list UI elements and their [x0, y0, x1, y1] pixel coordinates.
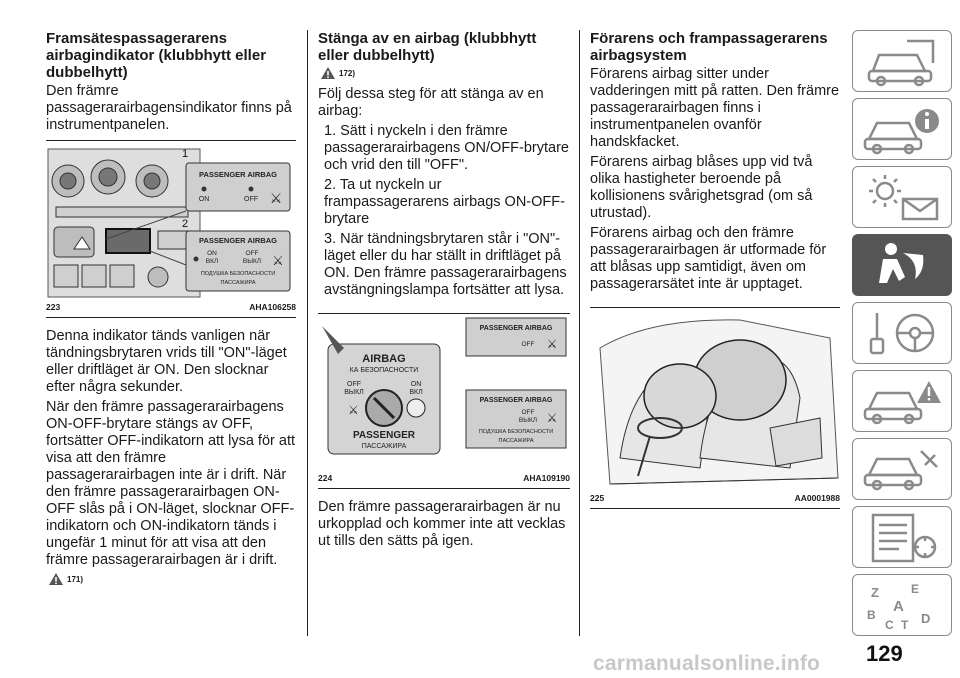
plate2-ru-line2: ПАССАЖИРА: [220, 280, 256, 286]
lights-mail-icon: [863, 173, 943, 223]
figure-number: 223: [46, 302, 61, 312]
column-deactivate: [318, 30, 570, 553]
index-letter-b: B: [867, 608, 876, 622]
plate-b-off-ru: ВЫКЛ: [518, 417, 538, 424]
sidebar-tab-dashboard[interactable]: [852, 30, 952, 92]
car-service-icon: [863, 445, 943, 495]
step-2: 2. Ta ut nyckeln ur frampassagerarens airbags ON-OFF-brytare: [324, 177, 565, 227]
index-letter-e: E: [911, 582, 920, 596]
paragraph-deactivated: Den främre passagerarairbagen är nu urkopplad och kommer inte att vecklas ut tills den sätts på igen.: [318, 499, 566, 549]
section-heading-airbag-system: Förarens och frampassagerarens airbagsystem: [590, 30, 828, 64]
plate-b-off: OFF: [521, 409, 535, 416]
index-letter-t: T: [901, 618, 909, 631]
figure-caption-224: [318, 473, 570, 485]
column-divider-1: [307, 30, 308, 636]
sidebar-tab-starting[interactable]: [852, 302, 952, 364]
switch-off: OFF: [347, 381, 361, 388]
index-letter-d: D: [921, 611, 931, 626]
column-indicator: [46, 30, 296, 592]
sidebar-tab-index[interactable]: [852, 574, 952, 636]
sidebar-tab-car-info[interactable]: [852, 98, 952, 160]
site-watermark: carmanualsonline.info: [593, 652, 821, 675]
plate2-ru-line1: ПОДУШКА БЕЗОПАСНОСТИ: [200, 271, 276, 277]
warning-triangle-icon: [48, 572, 64, 586]
plate-b-title: PASSENGER AIRBAG: [479, 397, 553, 404]
figure-code: AHA106258: [249, 302, 296, 312]
dashboard-car-icon: [863, 37, 943, 87]
plate2-off-ru: ВЫКЛ: [242, 258, 262, 265]
column-airbag-system: [590, 30, 840, 519]
switch-passenger-ru: ПАССАЖИРА: [361, 443, 407, 450]
plate-a-off: OFF: [521, 341, 535, 348]
plate2-on: ON: [207, 250, 217, 257]
plate-a-title: PASSENGER AIRBAG: [479, 325, 553, 332]
plate2-off: OFF: [245, 250, 259, 257]
seat-airbag-off-icon-2: ⚔: [546, 337, 558, 351]
specifications-list-icon: [863, 513, 943, 563]
callout-1: 1: [182, 148, 189, 160]
plate2-title: PASSENGER AIRBAG: [199, 236, 277, 245]
warning-reference-171: [48, 572, 296, 586]
inflated-airbags-illustration: [590, 308, 840, 508]
seat-airbag-off-icon: ⚔: [348, 403, 359, 417]
switch-airbag: AIRBAG: [362, 353, 406, 365]
car-warning-icon: [863, 377, 943, 427]
plate1-title: PASSENGER AIRBAG: [199, 170, 277, 179]
warning-triangle-icon: [320, 66, 336, 80]
sidebar-tab-safety[interactable]: [852, 234, 952, 296]
seat-airbag-off-icon-3: ⚔: [546, 411, 558, 425]
figure-caption-225: [590, 493, 840, 505]
seat-airbag-off-icon: ⚔: [269, 190, 283, 206]
airbag-switch-illustration: [318, 314, 570, 488]
switch-on: ON: [410, 381, 422, 388]
sidebar-tab-emergency[interactable]: [852, 370, 952, 432]
page-number: 129: [866, 641, 903, 666]
section-heading-indicator: Framsätespassagerarens airbagindikator (klubbhytt eller dubbelhytt): [46, 30, 267, 81]
step-1: 1. Sätt i nyckeln i den främre passagerarairbagens ON/OFF-brytare och vrid den till "OFF".: [324, 123, 569, 173]
sidebar-tab-lights[interactable]: [852, 166, 952, 228]
figure-caption-223: [46, 302, 296, 314]
plate2-on-ru: ВКЛ: [205, 258, 219, 265]
figure-225: [590, 307, 840, 509]
index-letter-z: Z: [871, 585, 879, 600]
paragraph-system-3: Förarens airbag och den främre passagerarairbagen är utformade för att blåsas upp samtidigt, även om passagerarsätet inte är upptaget.: [590, 225, 827, 292]
plate1-on: ON: [198, 196, 210, 203]
paragraph-indicator-2: När den främre passagerarairbagens ON-OFF-brytare stängs av OFF, fortsätter OFF-indikatorn att lysa för att visa att den främre passagerarairbagen inte är i drift. När den främre passagerarairbagen ON-OFF slås på i ON-läget, slocknar OFF-indikatorn och ON-indikatorn tänds i ungefär 1 minut för att visa att den främre passagerarairbagen är i drift.: [46, 399, 295, 568]
seat-airbag-off-icon-2: ⚔: [272, 253, 284, 268]
figure-code: AA0001988: [794, 493, 840, 503]
key-steering-icon: [863, 309, 943, 359]
index-letter-c: C: [885, 618, 894, 631]
sidebar-tab-service[interactable]: [852, 438, 952, 500]
switch-on-ru: ВКЛ: [409, 389, 423, 396]
seat-airbag-icon: [863, 241, 943, 291]
paragraph-system-1: Förarens airbag sitter under vadderingen mitt på ratten. Den främre passagerarairbagen finns i instrumentpanelen ovanför handskfacket.: [590, 66, 840, 150]
paragraph-system-2: Förarens airbag blåses upp vid två olika hastigheter beroende på kollisionens svårighetsgrad (om så utrustad).: [590, 154, 813, 221]
dashboard-indicator-illustration: [46, 141, 296, 317]
paragraph-indicator-intro: Den främre passagerarairbagensindikator finns på instrumentpanelen.: [46, 83, 292, 133]
plate-b-ru-line2: ПАССАЖИРА: [498, 438, 534, 444]
figure-223: [46, 140, 296, 318]
figure-number: 224: [318, 473, 333, 483]
switch-airbag-ru: КА БЕЗОПАСНОСТИ: [349, 367, 419, 374]
index-letter-a: A: [893, 598, 904, 615]
figure-224: [318, 313, 570, 489]
alphabet-index-icon: [863, 581, 943, 631]
warning-ref-number: 172): [339, 68, 356, 78]
car-info-icon: [863, 105, 943, 155]
paragraph-indicator-1: Denna indikator tänds vanligen när tändningsbrytaren vrids till "ON"-läget eller driftläget är ON. Den slocknar efter några sekunder.: [46, 328, 287, 395]
sidebar-tab-specifications[interactable]: [852, 506, 952, 568]
figure-code: AHA109190: [523, 473, 570, 483]
paragraph-steps-intro: Följ dessa steg för att stänga av en airbag:: [318, 86, 544, 119]
warning-ref-number: 171): [67, 574, 84, 584]
plate1-off: OFF: [244, 196, 258, 203]
switch-passenger: PASSENGER: [352, 430, 416, 441]
warning-reference-172: [320, 66, 570, 80]
figure-number: 225: [590, 493, 605, 503]
plate-b-ru-line1: ПОДУШКА БЕЗОПАСНОСТИ: [478, 429, 554, 435]
section-heading-deactivate: Stänga av en airbag (klubbhytt eller dubbelhytt): [318, 30, 537, 64]
step-3: 3. När tändningsbrytaren står i "ON"-läget eller du har ställt in driftläget på ON. Den främre passagerarairbagens avstängningslampa fortsätter att lysa.: [324, 231, 567, 298]
switch-off-ru: ВЫКЛ: [344, 389, 364, 396]
column-divider-2: [579, 30, 580, 636]
callout-2: 2: [182, 218, 189, 230]
